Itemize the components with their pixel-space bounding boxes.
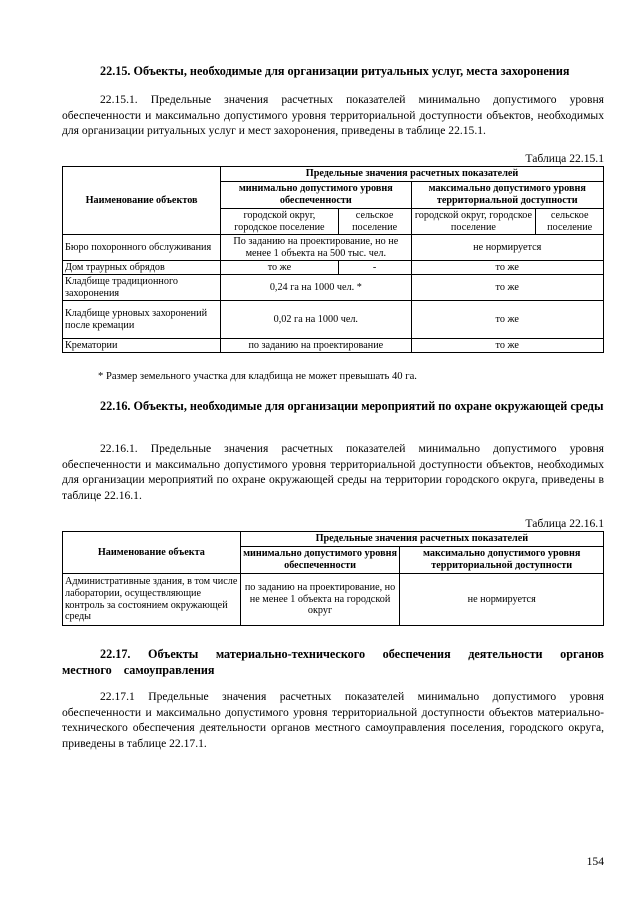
- col-header-name: Наименование объекта: [63, 532, 241, 574]
- table-22-15-1: [62, 166, 604, 353]
- section-heading-22-17: 22.17. Объекты материально-технического обеспечения деятельности органов местного самоуправления: [62, 647, 604, 677]
- page-number: 154: [586, 855, 604, 868]
- col-header-max: максимально допустимого уровня территориальной доступности: [411, 182, 604, 209]
- col-header-city-min: городской округ, городское поселение: [221, 209, 339, 235]
- row-max: то же: [411, 339, 604, 353]
- table-22-16-1: [62, 531, 604, 626]
- row-max: то же: [411, 301, 604, 339]
- row-min: по заданию на проектирование: [221, 339, 411, 353]
- paragraph-22-17-1: 22.17.1 Предельные значения расчетных показателей минимально допустимого уровня обеспеченности и максимально допустимого уровня территориальной доступности объектов материально-технического обеспечения деятельности органов местного самоуправления поселения, городского округа, приведены в таблице 22.17.1.: [62, 690, 604, 750]
- row-max: не нормируется: [400, 574, 604, 626]
- row-min: 0,24 га на 1000 чел. *: [221, 275, 411, 301]
- table-caption-22-16-1: Таблица 22.16.1: [525, 517, 604, 530]
- col-header-city-max: городской округ, городское поселение: [411, 209, 536, 235]
- table-footnote: * Размер земельного участка для кладбища не может превышать 40 га.: [98, 371, 417, 382]
- table-caption-22-15-1: Таблица 22.15.1: [525, 152, 604, 165]
- row-max: то же: [411, 261, 604, 275]
- row-name: Административные здания, в том числе лаборатории, осуществляющие контроль за состоянием окружающей среды: [63, 574, 241, 626]
- col-header-limits: Предельные значения расчетных показателей: [221, 167, 604, 182]
- row-name: Кладбище урновых захоронений после кремации: [63, 301, 221, 339]
- row-name: Кладбище традиционного захоронения: [63, 275, 221, 301]
- table-row: [63, 235, 604, 261]
- table-row: [63, 339, 604, 353]
- row-name: Дом траурных обрядов: [63, 261, 221, 275]
- table-row: [63, 261, 604, 275]
- row-max: не нормируется: [411, 235, 604, 261]
- col-header-min: минимально допустимого уровня обеспеченности: [240, 547, 400, 574]
- col-header-name: Наименование объектов: [63, 167, 221, 235]
- col-header-max: максимально допустимого уровня территориальной доступности: [400, 547, 604, 574]
- row-max: то же: [411, 275, 604, 301]
- col-header-min: минимально допустимого уровня обеспеченности: [221, 182, 411, 209]
- col-header-limits: Предельные значения расчетных показателей: [240, 532, 603, 547]
- section-heading-22-15: 22.15. Объекты, необходимые для организации ритуальных услуг, места захоронения: [100, 64, 570, 78]
- table-row: [63, 275, 604, 301]
- paragraph-22-16-1: 22.16.1. Предельные значения расчетных показателей минимально допустимого уровня обеспеченности и максимально допустимого уровня территориальной доступности объектов, необходимых для организации мероприятий по охране окружающей среды на территории городского округа, приведены в таблице 22.16.1.: [62, 442, 604, 502]
- table-row: [63, 574, 604, 626]
- col-header-rural-min: сельское поселение: [338, 209, 411, 235]
- row-rural: -: [338, 261, 411, 275]
- row-min: по заданию на проектирование, но не менее 1 объекта на городской округ: [240, 574, 400, 626]
- row-name: Бюро похоронного обслуживания: [63, 235, 221, 261]
- section-heading-22-16: 22.16. Объекты, необходимые для организации мероприятий по охране окружающей среды: [100, 399, 604, 413]
- paragraph-22-15-1: 22.15.1. Предельные значения расчетных показателей минимально допустимого уровня обеспеченности и максимально допустимого уровня территориальной доступности объектов, необходимых для организации ритуальных услуг и мест захоронения, приведены в таблице 22.15.1.: [62, 93, 604, 138]
- col-header-rural-max: сельское поселение: [536, 209, 604, 235]
- table-row: [63, 301, 604, 339]
- row-name: Крематории: [63, 339, 221, 353]
- row-city: то же: [221, 261, 339, 275]
- row-min: 0,02 га на 1000 чел.: [221, 301, 411, 339]
- row-min: По заданию на проектирование, но не менее 1 объекта на 500 тыс. чел.: [221, 235, 411, 261]
